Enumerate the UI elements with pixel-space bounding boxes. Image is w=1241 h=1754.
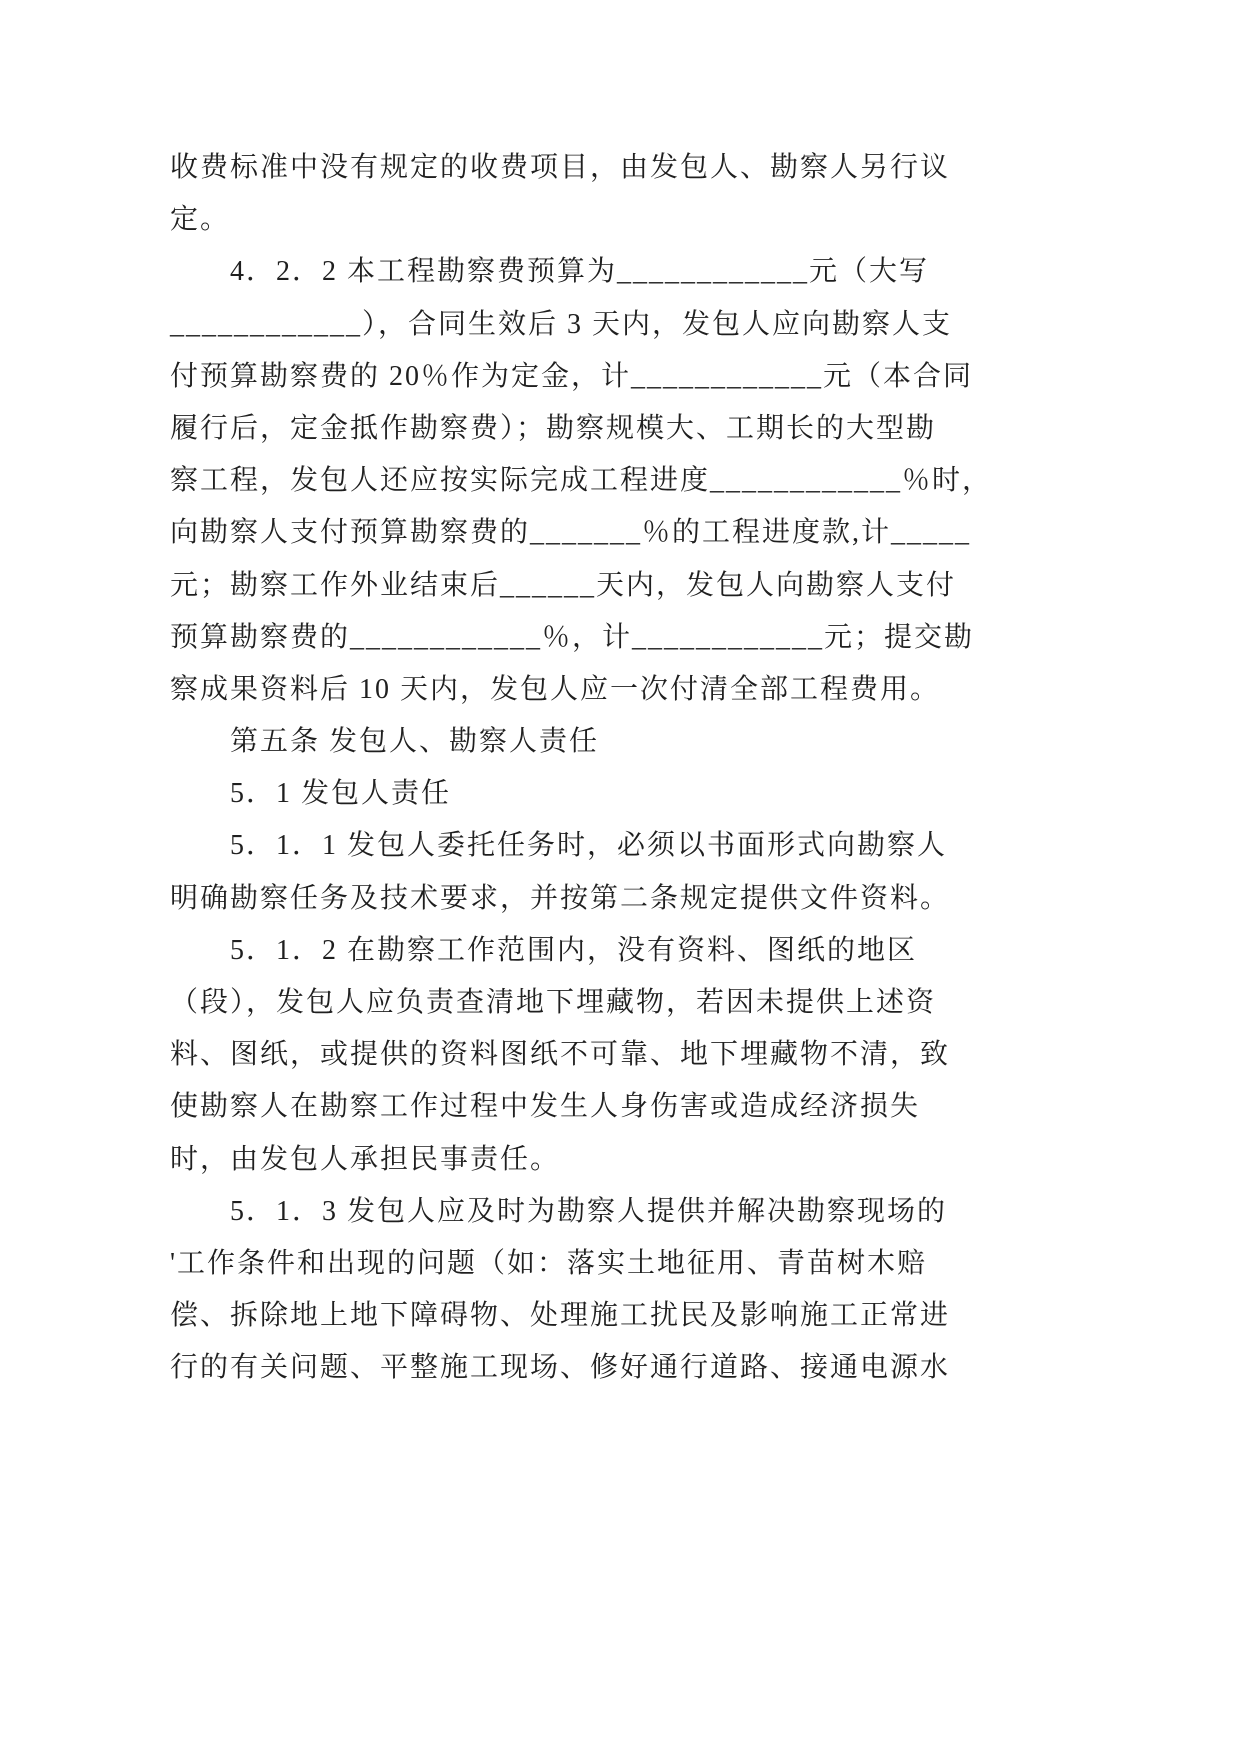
clause-5-1-2: 5．1．2 在勘察工作范围内，没有资料、图纸的地区 [230,934,918,966]
text-line: 履行后，定金抵作勘察费）；勘察规模大、工期长的大型勘 [170,412,937,444]
text-line: 明确勘察任务及技术要求，并按第二条规定提供文件资料。 [170,882,951,914]
clause-4-2-2: 4．2．2 本工程勘察费预算为____________元（大写 [230,256,930,288]
text-line: 使勘察人在勘察工作过程中发生人身伤害或造成经济损失 [170,1091,921,1123]
text-line: 察工程，发包人还应按实际完成工程进度____________％时， [170,465,993,497]
text-line: 付预算勘察费的 20％作为定金，计____________元（本合同 [170,360,974,392]
text-line: 元；勘察工作外业结束后______天内，发包人向勘察人支付 [170,569,957,601]
section-5-1-heading: 5．1 发包人责任 [230,778,452,810]
text-line: 定。 [170,204,231,236]
text-line: 收费标准中没有规定的收费项目，由发包人、勘察人另行议 [170,152,951,183]
text-line: 向勘察人支付预算勘察费的_______％的工程进度款,计_____ [170,517,972,549]
text-line: 察成果资料后 10 天内，发包人应一次付清全部工程费用。 [170,673,941,705]
article-5-heading: 第五条 发包人、勘察人责任 [230,726,600,758]
document-body [170,142,1170,1395]
text-line: ____________），合同生效后 3 天内，发包人应向勘察人支 [170,308,953,340]
text-line: 行的有关问题、平整施工现场、修好通行道路、接通电源水 [170,1352,951,1384]
clause-5-1-1: 5．1．1 发包人委托任务时，必须以书面形式向勘察人 [230,830,948,862]
text-line: 预算勘察费的____________％，计____________元；提交勘 [170,621,975,653]
text-line: （段），发包人应负责查清地下埋藏物，若因未提供上述资 [170,987,937,1018]
text-line: 料、图纸，或提供的资料图纸不可靠、地下埋藏物不清，致 [170,1039,951,1071]
text-line: 偿、拆除地上地下障碍物、处理施工扰民及影响施工正常进 [170,1300,951,1332]
text-line: '工作条件和出现的问题（如：落实土地征用、青苗树木赔 [170,1247,928,1279]
clause-5-1-3: 5．1．3 发包人应及时为勘察人提供并解决勘察现场的 [230,1195,948,1227]
text-line: 时，由发包人承担民事责任。 [170,1143,561,1175]
